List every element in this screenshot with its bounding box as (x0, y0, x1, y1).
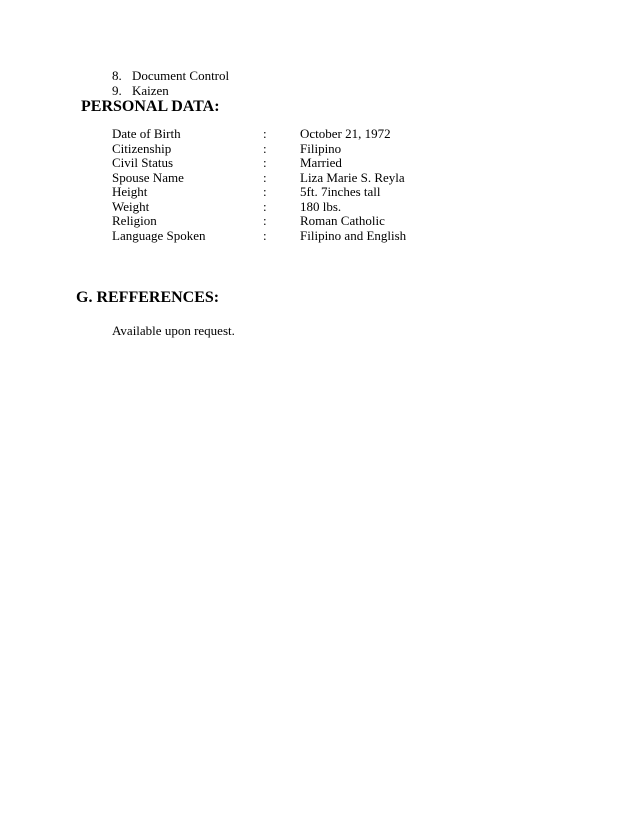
list-item-text: Document Control (132, 68, 230, 83)
data-value: Roman Catholic (300, 213, 385, 228)
data-label: Citizenship (112, 140, 172, 156)
data-label: Date of Birth (112, 126, 181, 141)
data-colon: : (263, 126, 267, 141)
data-colon: : (263, 227, 267, 243)
data-colon: : (263, 155, 267, 170)
data-colon: : (263, 198, 267, 214)
list-item-number: 9. (112, 83, 122, 98)
list-item (112, 68, 229, 83)
data-colon: : (263, 213, 267, 228)
references-text: Available upon request. (112, 323, 235, 338)
data-label: Spouse Name (112, 169, 184, 185)
personal-data-heading: PERSONAL DATA: (81, 98, 220, 115)
list-item-number: 8. (112, 68, 122, 83)
data-label: Height (112, 184, 148, 199)
references-heading: G. REFFERENCES: (76, 289, 220, 306)
data-colon: : (263, 140, 267, 156)
data-value: 180 lbs. (300, 198, 342, 214)
data-label: Civil Status (112, 155, 174, 170)
data-label: Language Spoken (112, 227, 206, 243)
data-value: Filipino (300, 140, 342, 156)
data-label: Weight (112, 198, 150, 214)
list-item (112, 83, 229, 98)
data-colon: : (263, 169, 267, 185)
data-colon: : (263, 184, 267, 199)
data-value: Liza Marie S. Reyla (300, 169, 405, 185)
data-value: 5ft. 7inches tall (300, 184, 381, 199)
list-item-text: Kaizen (132, 83, 169, 98)
data-value: Filipino and English (300, 227, 407, 243)
data-value: Married (300, 155, 342, 170)
data-label: Religion (112, 213, 157, 228)
data-value: October 21, 1972 (300, 126, 391, 141)
numbered-list (112, 68, 229, 98)
